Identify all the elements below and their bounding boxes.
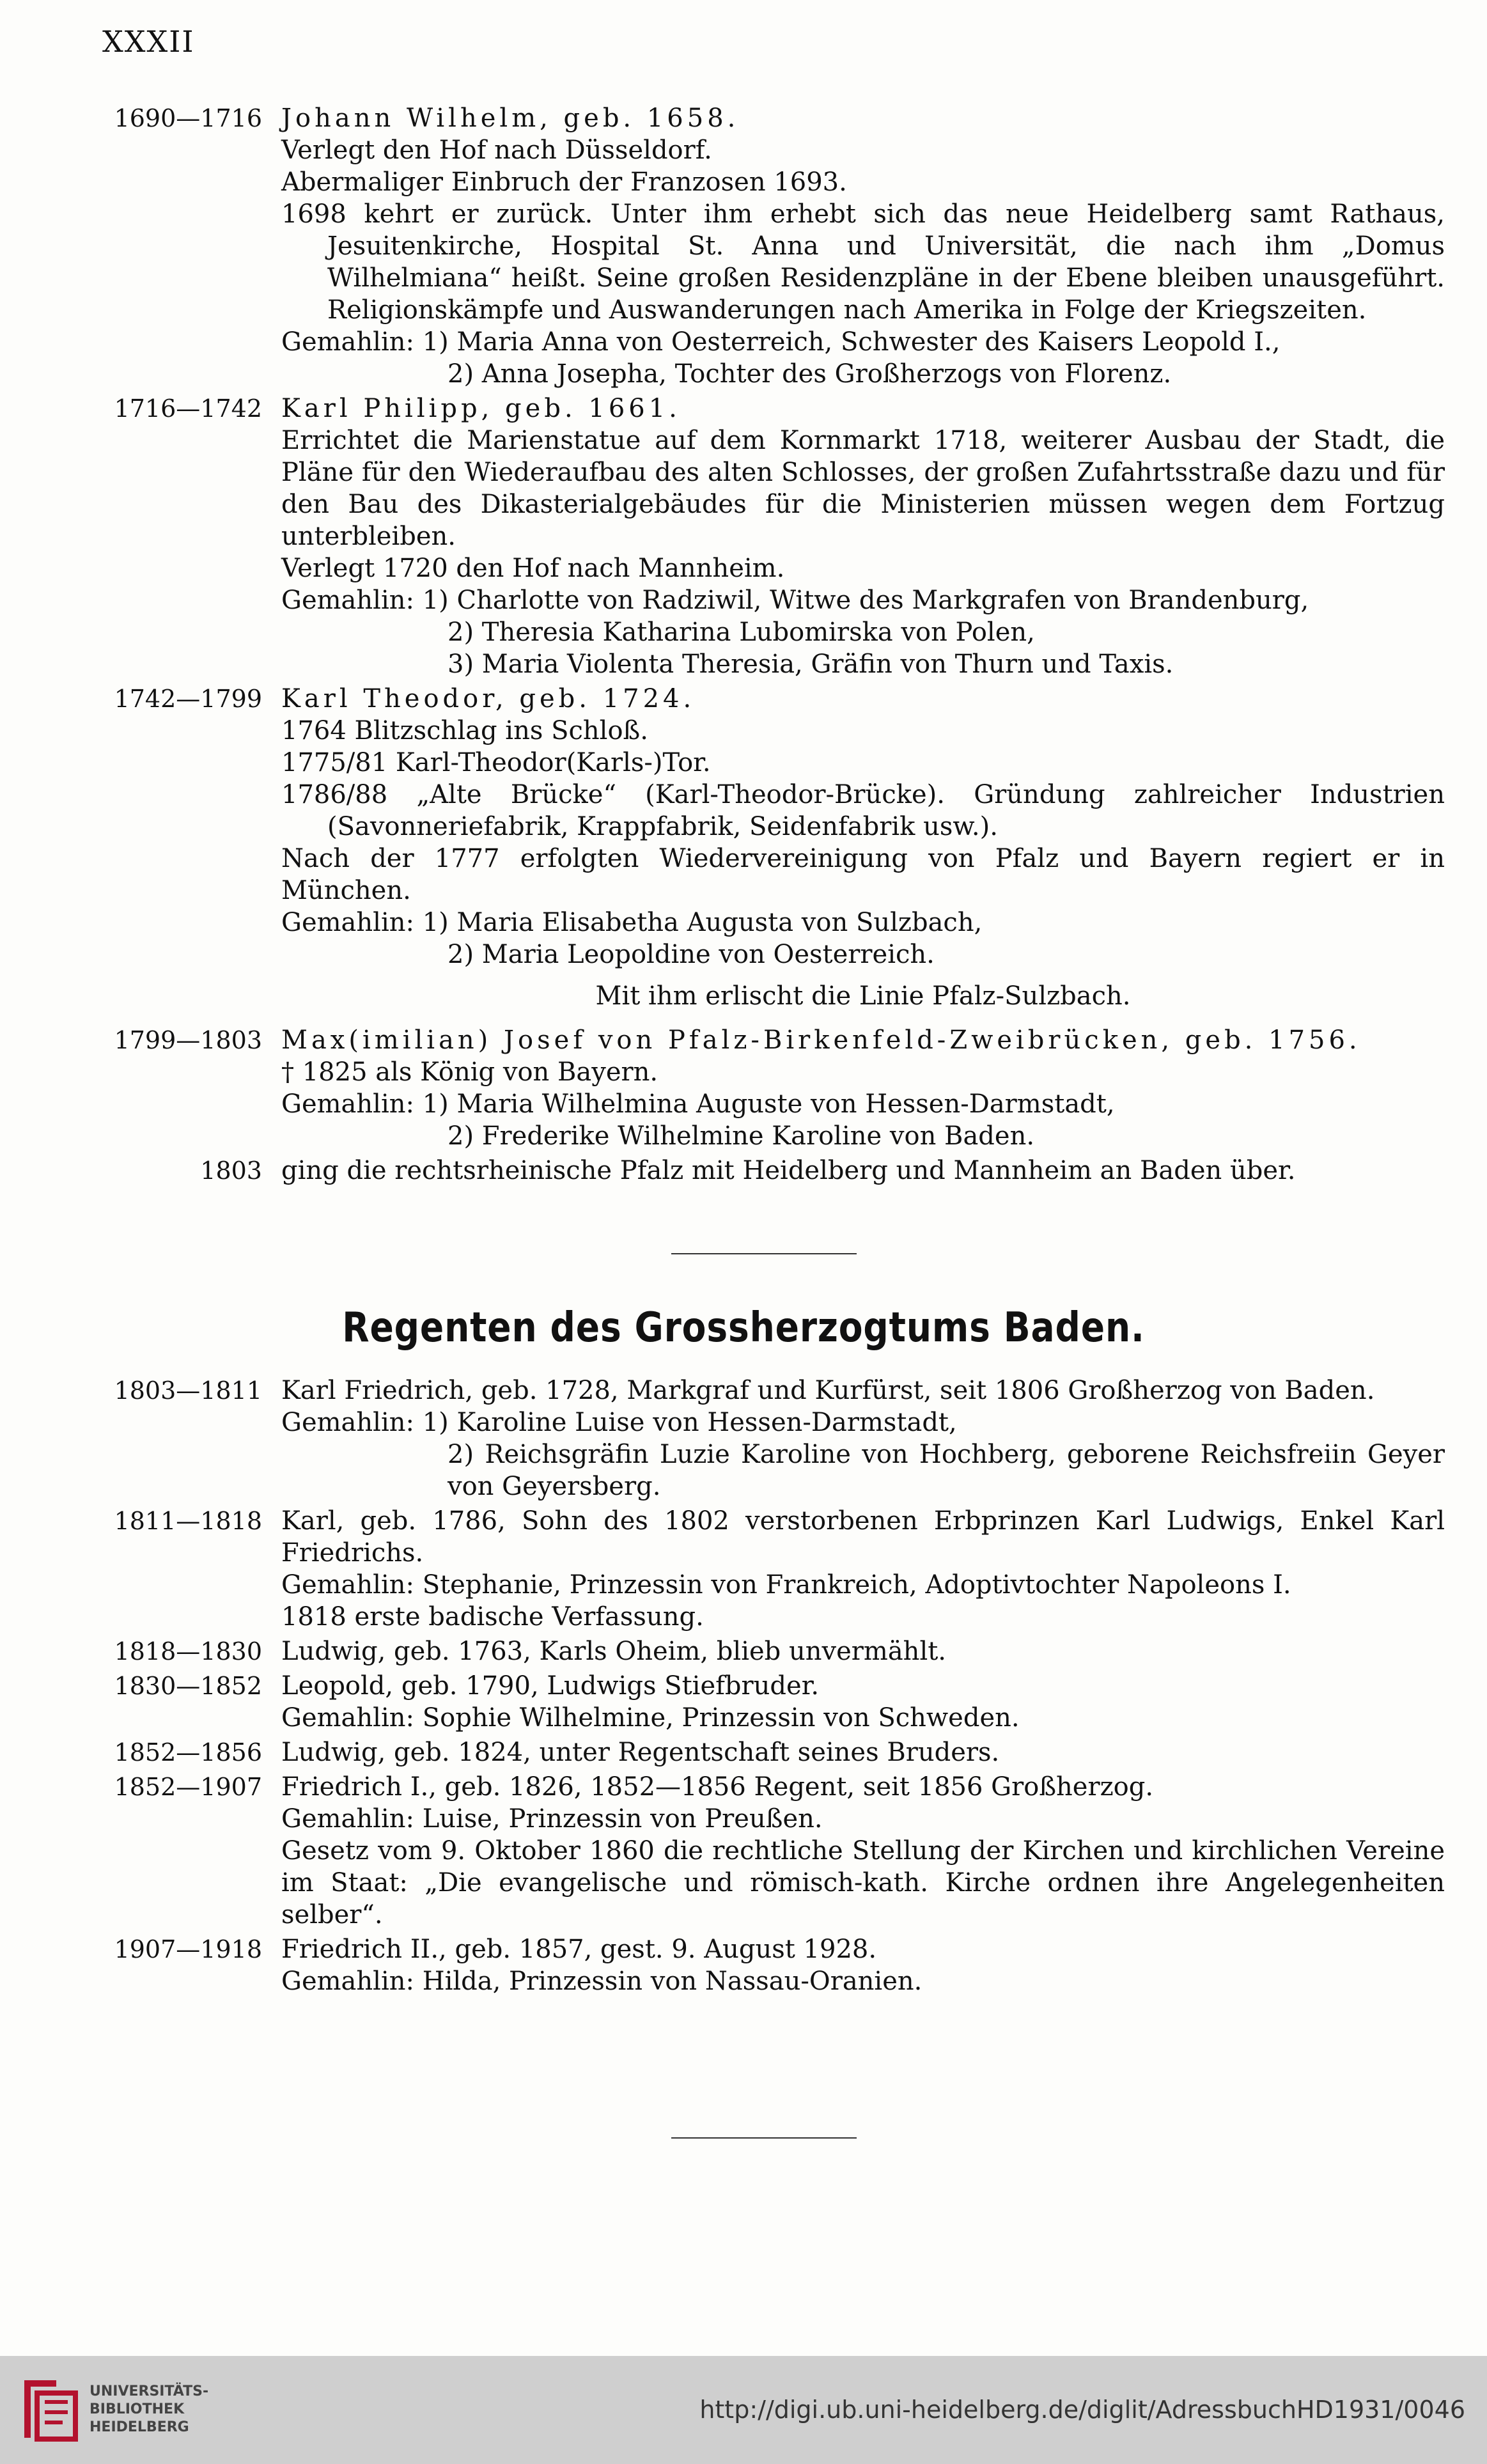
entry-wives [281,1407,1445,1439]
entry-line: Karl Philipp, geb. 1661. [281,394,681,423]
list-item [90,1736,1445,1768]
entry-line: Karl, geb. 1786, Sohn des 1802 verstorbenen Erbprinzen Karl Ludwigs, Enkel Karl Friedrichs. [281,1506,1445,1568]
entry-line: Friedrich I., geb. 1826, 1852—1856 Regent, seit 1856 Großherzog. [281,1772,1154,1802]
library-logo-icon [18,2374,82,2445]
wives-label: Gemahlin: [281,1089,414,1119]
entry-line: ging die rechtsrheinische Pfalz mit Heidelberg und Mannheim an Baden über. [281,1156,1296,1185]
entry-line: Nach der 1777 erfolgten Wiedervereinigung von Pfalz und Bayern regiert er in München. [281,844,1445,905]
entry-line: Leopold, geb. 1790, Ludwigs Stiefbruder. [281,1671,820,1701]
entry-line: 1764 Blitzschlag ins Schloß. [281,716,648,745]
entry-paragraph: Errichtet die Marienstatue auf dem Kornmarkt 1718, weiterer Ausbau der Stadt, die Pläne für den Wiederaufbau des alten Schlosses, der großen Zufahrtsstraße dazu und für den Bau des Dikasterialgebäudes für die Ministerien müssen wegen dem Fortzug unterbleiben. [281,426,1445,551]
entry-years: 1852—1856 [114,1738,262,1766]
entry-line: Gemahlin: Hilda, Prinzessin von Nassau-Oranien. [281,1967,923,1996]
list-item [90,1933,1445,1997]
library-name-line: BIBLIOTHEK [90,2401,185,2417]
entry-wives [281,907,1445,939]
source-url-link[interactable]: http://digi.ub.uni-heidelberg.de/diglit/AdressbuchHD1931/0046 [699,2396,1465,2424]
entry-paragraph: 1786/88 „Alte Brücke“ (Karl-Theodor-Brücke). Gründung zahlreicher Industrien (Savonneriefabrik, Krappfabrik, Seidenfabrik usw.). [281,780,1445,841]
entry-line: Verlegt 1720 den Hof nach Mannheim. [281,554,785,583]
library-name-line: UNIVERSITÄTS- [90,2383,209,2399]
wife: 1) Maria Anna von Oesterreich, Schwester des Kaisers Leopold I., [422,327,1281,357]
entry-years: 1799—1803 [114,1026,262,1054]
list-item [90,102,1445,390]
entry-line: Ludwig, geb. 1763, Karls Oheim, blieb unvermählt. [281,1637,947,1666]
wife: 2) Theresia Katharina Lubomirska von Polen, [448,618,1035,647]
entry-line: Karl Theodor, geb. 1724. [281,684,696,713]
entry-years: 1716—1742 [114,394,262,423]
list-item [90,1155,1445,1187]
list-item [90,1505,1445,1633]
entry-line: Gemahlin: Stephanie, Prinzessin von Frankreich, Adoptivtochter Napoleons I. [281,1570,1291,1600]
entry-line: Gesetz vom 9. Oktober 1860 die rechtliche Stellung der Kirchen und kirchlichen Vereine im Staat: „Die evangelische und römisch-kath. Kirche ordnen ihre Angelegenheiten selber“. [281,1836,1445,1930]
divider [671,1253,857,1254]
divider [671,2137,857,2139]
wife: 2) Maria Leopoldine von Oesterreich. [448,940,935,969]
entry-years: 1818—1830 [114,1637,262,1665]
library-name [90,2383,208,2437]
wives-label: Gemahlin: [281,586,414,615]
wives-label: Gemahlin: [281,327,414,357]
entry-line: Verlegt den Hof nach Düsseldorf. [281,136,712,165]
entry-line: Karl Friedrich, geb. 1728, Markgraf und Kurfürst, seit 1806 Großherzog von Baden. [281,1376,1375,1405]
entry-line: 1818 erste badische Verfassung. [281,1602,704,1632]
list-item [90,683,1445,1022]
entry-paragraph: 1698 kehrt er zurück. Unter ihm erhebt sich das neue Heidelberg samt Rathaus, Jesuitenkirche, Hospital St. Anna und Universität, die nach ihm „Domus Wilhelmiana“ heißt. Seine großen Residenzpläne in der Ebene bleiben unausgeführt. Religionskämpfe und Auswanderungen nach Amerika in Folge der Kriegszeiten. [281,199,1445,325]
wives-label: Gemahlin: [281,1408,414,1437]
entry-line: Gemahlin: Luise, Prinzessin von Preußen. [281,1804,823,1834]
section-heading: Regenten des Grossherzogtums Baden. [342,1304,1145,1352]
entry-years: 1811—1818 [114,1507,262,1535]
lineage-note: Mit ihm erlischt die Linie Pfalz-Sulzbach. [595,981,1131,1011]
baden-list [90,1375,1445,2000]
wife: 2) Anna Josepha, Tochter des Großherzogs von Florenz. [448,359,1172,389]
wife: 2) Frederike Wilhelmine Karoline von Baden. [448,1121,1035,1151]
wife: 1) Maria Elisabetha Augusta von Sulzbach, [422,908,983,937]
wife: 1) Charlotte von Radziwil, Witwe des Markgrafen von Brandenburg, [422,586,1309,615]
list-item [90,1024,1445,1152]
entry-years: 1907—1918 [114,1935,262,1963]
list-item [90,1771,1445,1931]
page-number: XXXII [102,24,195,59]
entry-line: Ludwig, geb. 1824, unter Regentschaft seines Bruders. [281,1738,1000,1767]
entry-wives [281,1088,1445,1120]
viewer-footer [0,2356,1487,2464]
entry-wives [281,326,1445,358]
wife: 3) Maria Violenta Theresia, Gräfin von Thurn und Taxis. [448,650,1174,679]
entry-wives [281,584,1445,616]
list-item [90,1635,1445,1667]
list-item [90,1670,1445,1734]
entry-years: 1852—1907 [114,1773,262,1801]
wife: 2) Reichsgräfin Luzie Karoline von Hochberg, geborene Reichsfreiin Geyer von Geyersberg. [448,1440,1445,1501]
list-item [90,393,1445,680]
entry-line: Gemahlin: Sophie Wilhelmine, Prinzessin von Schweden. [281,1703,1020,1733]
entry-line: Max(imilian) Josef von Pfalz-Birkenfeld-Zweibrücken, geb. 1756. [281,1025,1361,1055]
entry-years: 1803—1811 [114,1376,262,1405]
entry-line: † 1825 als König von Bayern. [281,1057,658,1087]
entry-line: 1775/81 Karl-Theodor(Karls-)Tor. [281,748,711,777]
entry-years: 1803 [200,1157,262,1185]
entry-line: Johann Wilhelm, geb. 1658. [281,104,740,133]
entry-years: 1742—1799 [114,685,262,713]
wife: 1) Karoline Luise von Hessen-Darmstadt, [422,1408,957,1437]
palatinate-list [90,102,1445,1189]
entry-years: 1830—1852 [114,1672,262,1700]
entry-years: 1690—1716 [114,104,262,132]
wife: 1) Maria Wilhelmina Auguste von Hessen-Darmstadt, [422,1089,1115,1119]
library-name-line: HEIDELBERG [90,2419,189,2435]
entry-line: Abermaliger Einbruch der Franzosen 1693. [281,168,847,197]
entry-line: Friedrich II., geb. 1857, gest. 9. August 1928. [281,1935,877,1964]
wives-label: Gemahlin: [281,908,414,937]
list-item [90,1375,1445,1502]
